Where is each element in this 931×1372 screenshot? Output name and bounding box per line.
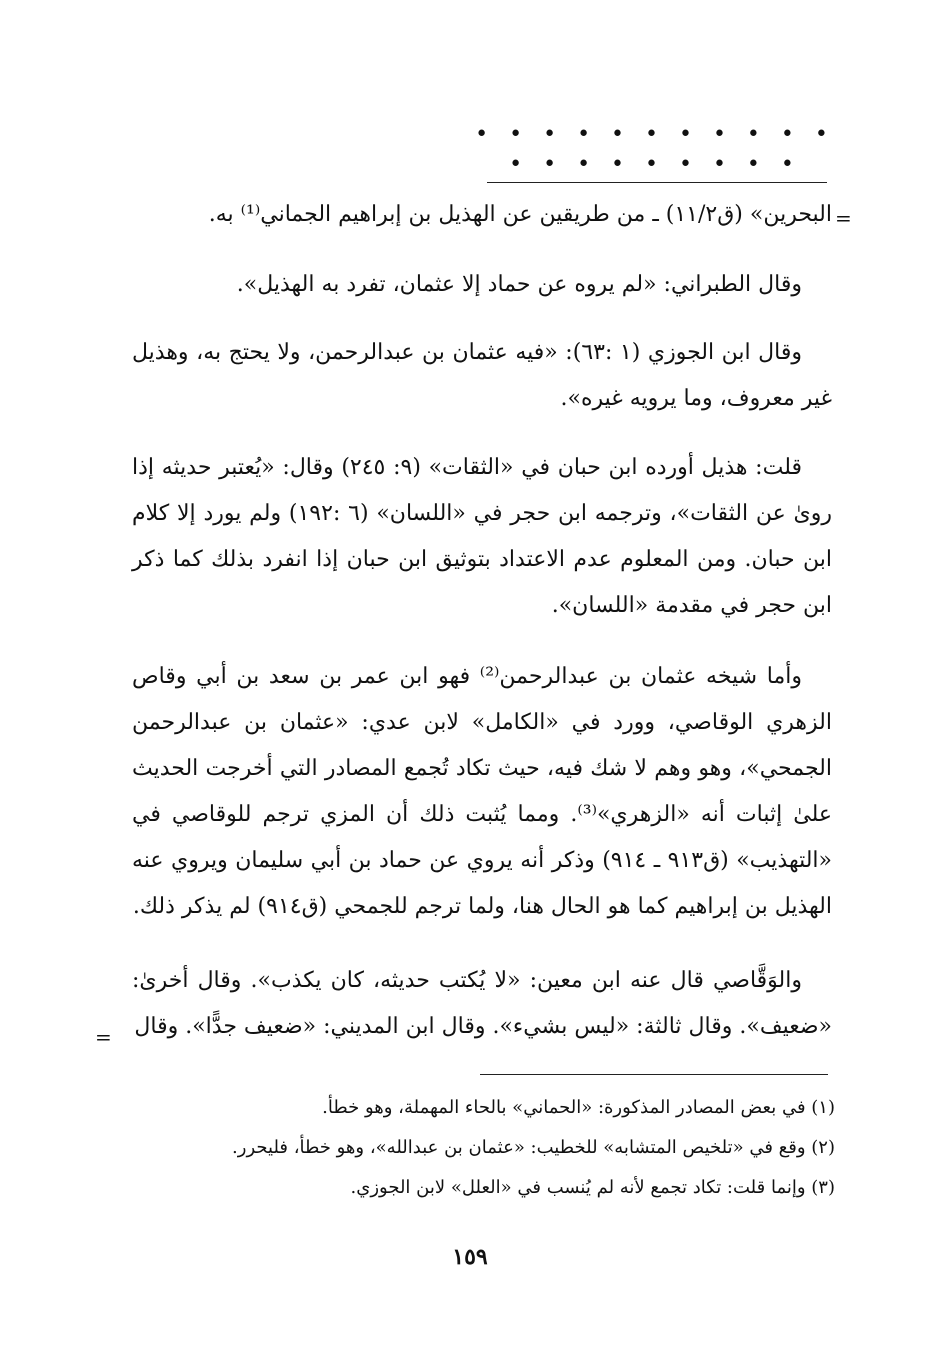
- top-rule: [487, 182, 827, 183]
- paragraph-qultu: قلت: هذيل أورده ابن حبان في «الثقات» (٩: ٢٤٥) وقال: «يُعتبر حديثه إذا روىٰ عن الثقات»، وترجمه ابن حجر في «اللسان» (٦ :١٩٢) ولم يورد إلا كلام ابن حبان. ومن المعلوم عدم الاعتداد بتوثيق ابن حبان إذا انفرد بذلك كما ذكر ابن حجر في مقدمة «اللسان».: [132, 455, 832, 618]
- continuation-mark-end: =: [95, 1025, 112, 1049]
- footnote-2: (٢) وقع في «تلخيص المتشابه» للخطيب: «عثمان بن عبدالله»، وهو خطأ، فليحرر.: [232, 1137, 835, 1158]
- paragraph-ibn-al-jawzi: وقال ابن الجوزي (١ :٦٣): «فيه عثمان بن عبدالرحمن، ولا يحتج به، وهذيل غير معروف، وما يرويه غيره».: [132, 340, 832, 411]
- separator-dots: • • • • • • • • • • • • • • • • • • • •: [475, 122, 835, 177]
- footnote-3: (٣) وإنما قلت: تكاد تجمع لأنه لم يُنسب في «العلل» لابن الجوزي.: [350, 1177, 835, 1198]
- paragraph-tabarani: وقال الطبراني: «لم يروه عن حماد إلا عثمان، تفرد به الهذيل».: [236, 272, 802, 297]
- footnotes: [170, 1088, 835, 1208]
- continuation-mark-start: =: [835, 206, 852, 230]
- footnote-1: (١) في بعض المصادر المذكورة: «الحماني» بالحاء المهملة، وهو خطأ.: [322, 1097, 835, 1118]
- page-number: ١٥٩: [452, 1244, 488, 1270]
- paragraph-shaykh-uthman: وأما شيخه عثمان بن عبدالرحمن⁽²⁾ فهو ابن عمر بن سعد بن أبي وقاص الزهري الوقاصي، وورد في «الكامل» لابن عدي: «عثمان بن عبدالرحمن الجمحي»، وهو وهم لا شك فيه، حيث تكاد تُجمع المصادر التي أخرجت الحديث علىٰ إثبات أنه «الزهري»⁽³⁾. ومما يُثبت ذلك أن المزي ترجم للوقاصي في «التهذيب» (ق٩١٣ ـ ٩١٤) وذكر أنه يروي عن حماد بن أبي سليمان ويروي عنه الهذيل بن إبراهيم كما هو الحال هنا، ولما ترجم للجمحي (ق٩١٤) لم يذكر ذلك.: [132, 664, 833, 919]
- paragraph-continuation: البحرين» (ق١١/٢) ـ من طريقين عن الهذيل بن إبراهيم الجماني⁽¹⁾ به.: [208, 202, 832, 227]
- paragraph-waqqasi: والوَقَّاصي قال عنه ابن معين: «لا يُكتب حديثه، كان يكذب». وقال أخرىٰ: «ضعيف». وقال ثالثة: «ليس بشيء». وقال ابن المديني: «ضعيف جدًّا». وقال: [132, 968, 832, 1039]
- footnote-rule: [480, 1074, 828, 1075]
